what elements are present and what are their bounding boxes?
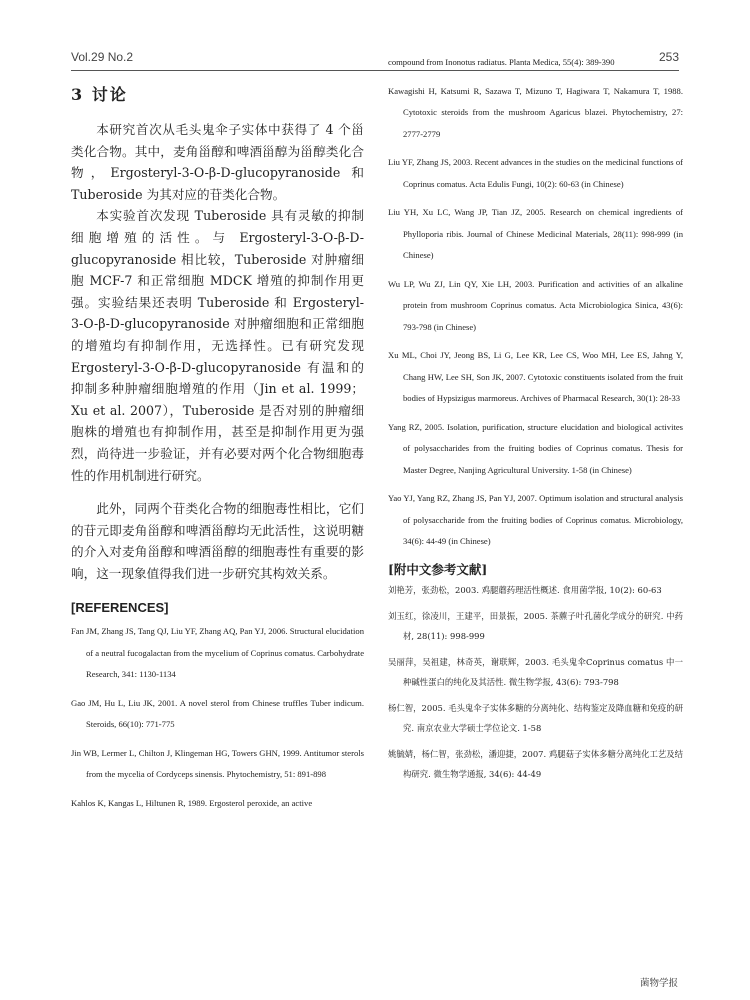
chinese-reference-entry: 刘艳芳，张劲松，2003. 鸡腿蘑药理活性概述. 食用菌学报, 10(2): 60-63 bbox=[388, 584, 662, 595]
chinese-reference-entry: 杨仁智，2005. 毛头鬼伞子实体多糖的分离纯化、结构鉴定及降血糖和免疫的研究. 南京农业大学硕士学位论文. 1-58 bbox=[388, 702, 683, 733]
reference-entry: compound from Inonotus radiatus. Planta Medica, 55(4): 389-390 bbox=[388, 57, 615, 67]
references-heading: [REFERENCES] bbox=[71, 600, 169, 616]
reference-entry: Gao JM, Hu L, Liu JK, 2001. A novel sterol from Chinese truffles Tuber indicum. Steroids, 66(10): 771-775 bbox=[71, 697, 364, 730]
volume-issue: Vol.29 No.2 bbox=[71, 50, 134, 64]
discussion-paragraph: 本实验首次发现 Tuberoside 具有灵敏的抑制细胞增殖的活性。与 Ergosteryl-3-O-β-D-glucopyranoside 相比较，Tuberoside 对肿瘤细胞 MCF-7 和正常细胞 MDCK 增殖的抑制作用更强。实验结果还表明 Tuberoside 和 Ergosteryl-3-O-β-D-glucopyranoside 对肿瘤细胞和正常细胞的增殖均有抑制作用，无选择性。已有研究发现 Ergosteryl-3-O-β-D-glucopyranoside 有温和的抑制多种肿瘤细胞增殖的作用（Jin et al. 1999；Xu et al. 2007），Tuberoside 是否对别的肿瘤细胞株的增殖也有抑制作用，甚至是抑制作用更为强烈，尚待进一步验证，并有必要对两个化合物细胞毒性的作用机制进行研究。 bbox=[71, 208, 364, 483]
reference-entry: Kahlos K, Kangas L, Hiltunen R, 1989. Ergosterol peroxide, an active bbox=[71, 797, 313, 808]
chinese-reference-entry: 刘玉红，徐凌川，王建平，田景振，2005. 茶藨子叶孔菌化学成分的研究. 中药材, 28(11): 998-999 bbox=[388, 610, 683, 641]
discussion-paragraph: 此外，同两个苷类化合物的细胞毒性相比，它们的苷元即麦角甾醇和啤酒甾醇均无此活性，这说明糖的介入对麦角甾醇和啤酒甾醇的细胞毒性有重要的影响，这一现象值得我们进一步研究其构效关系。 bbox=[71, 501, 364, 581]
chinese-reference-entry: 姚毓婧，杨仁智，张劲松，潘迎捷，2007. 鸡腿菇子实体多糖分离纯化工艺及结构研究. 微生物学通报, 34(6): 44-49 bbox=[388, 748, 683, 779]
reference-entry: Yang RZ, 2005. Isolation, purification, structure elucidation and biological activites of polysaccharides from the fruiting bodies of Coprinus comatus. Thesis for Master Degree, Nanjing Agricultural University. 1-58 (in Chinese) bbox=[388, 421, 683, 475]
reference-entry: Yao YJ, Yang RZ, Zhang JS, Pan YJ, 2007. Optimum isolation and structural analysis of polysaccharide from the fruiting bodies of Coprinus comatus. Microbiology, 34(6): 44-49 (in Chinese) bbox=[388, 493, 683, 546]
right-column bbox=[388, 52, 683, 790]
section-heading: 3 讨论 bbox=[71, 85, 128, 104]
page-number: 253 bbox=[658, 50, 679, 64]
journal-name: 菌物学报 bbox=[639, 978, 678, 989]
left-column bbox=[71, 82, 364, 821]
reference-entry: Wu LP, Wu ZJ, Lin QY, Xie LH, 2003. Purification and activities of an alkaline protein from mushroom Coprinus comatus. Acta Microbiologica Sinica, 43(6): 793-798 (in Chinese) bbox=[388, 278, 683, 332]
chinese-reference-entry: 吴丽萍，吴祖建，林奇英，谢联辉，2003. 毛头鬼伞Coprinus comatus 中一种碱性蛋白的纯化及其活性. 微生物学报, 43(6): 793-798 bbox=[388, 656, 683, 687]
reference-entry: Xu ML, Choi JY, Jeong BS, Li G, Lee KR, Lee CS, Woo MH, Lee ES, Jahng Y, Chang HW, Lee SH, Son JK, 2007. Cytotoxic constituents isolated from the fruit bodies of Hypsizigus marmoreus. Archives of Pharmacal Research, 30(1): 28-33 bbox=[388, 350, 683, 403]
discussion-paragraph: 本研究首次从毛头鬼伞子实体中获得了 4 个甾类化合物。其中，麦角甾醇和啤酒甾醇为甾醇类化合物，Ergosteryl-3-O-β-D-glucopyranoside 和 Tuberoside 为其对应的苷类化合物。 bbox=[71, 122, 364, 202]
reference-entry: Jin WB, Lermer L, Chilton J, Klingeman HG, Towers GHN, 1999. Antitumor sterols from the mycelia of Cordyceps sinensis. Phytochemistry, 51: 891-898 bbox=[71, 747, 364, 780]
reference-entry: Liu YH, Xu LC, Wang JP, Tian JZ, 2005. Research on chemical ingredients of Phylloporia ribis. Journal of Chinese Medicinal Materials, 28(11): 998-999 (in Chinese) bbox=[388, 207, 683, 260]
chinese-references-heading: [附中文参考文献] bbox=[388, 561, 488, 577]
reference-entry: Liu YF, Zhang JS, 2003. Recent advances in the studies on the medicinal functions of Coprinus comatus. Acta Edulis Fungi, 10(2): 60-63 (in Chinese) bbox=[388, 157, 683, 189]
reference-entry: Fan JM, Zhang JS, Tang QJ, Liu YF, Zhang AQ, Pan YJ, 2006. Structural elucidation of a neutral fucogalactan from the mycelium of Coprinus comatus. Carbohydrate Research, 341: 1130-1134 bbox=[71, 626, 365, 680]
reference-entry: Kawagishi H, Katsumi R, Sazawa T, Mizuno T, Hagiwara T, Nakamura T, 1988. Cytotoxic steroids from the mushroom Agaricus blazei. Phytochemistry, 27: 2777-2779 bbox=[388, 85, 683, 139]
